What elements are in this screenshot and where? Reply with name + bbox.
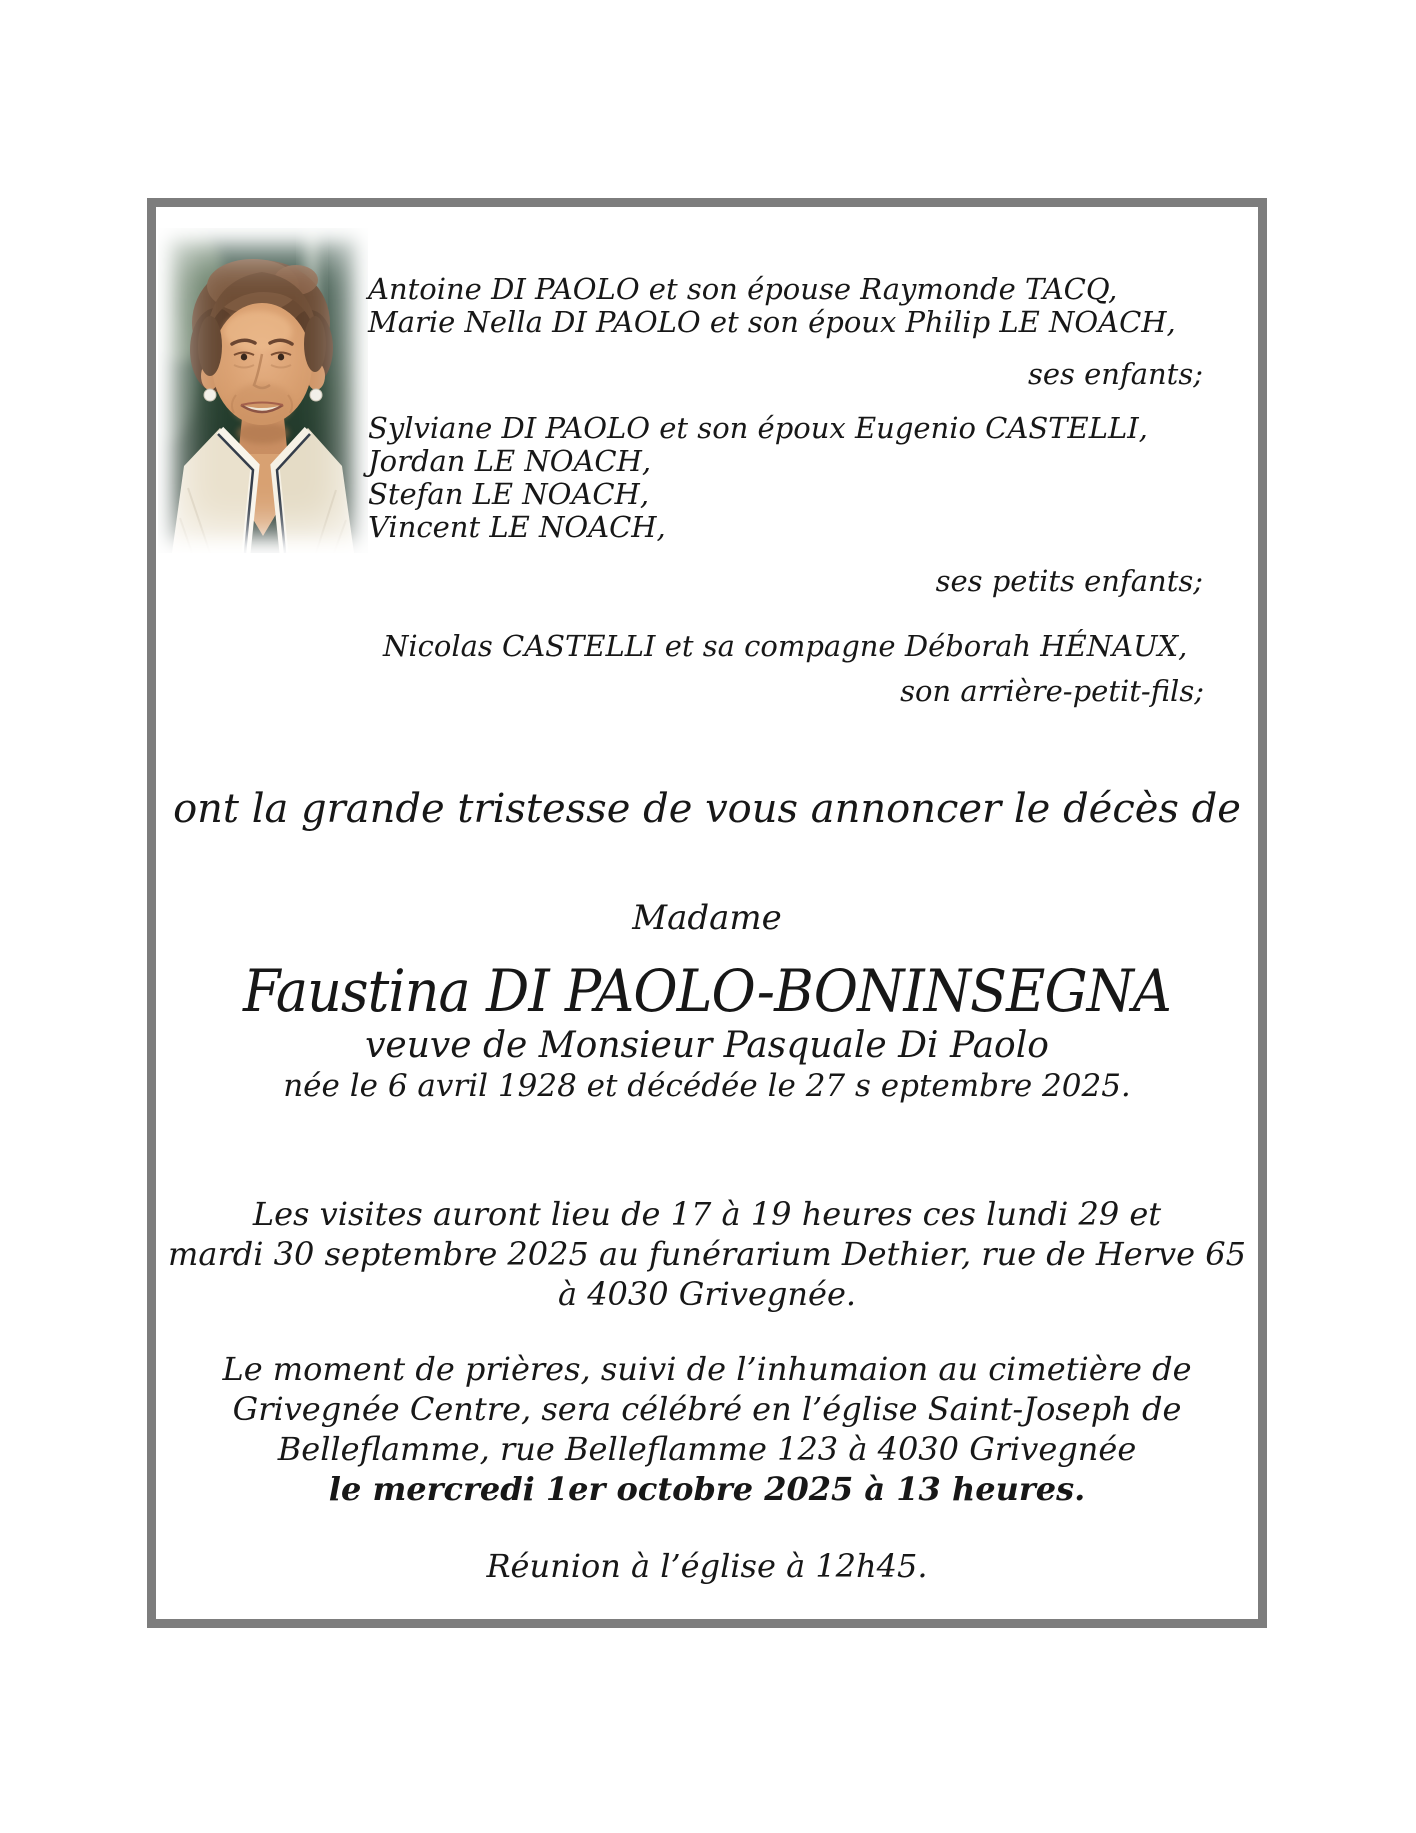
visits-line: mardi 30 septembre 2025 au funérarium Dethier, rue de Herve 65	[168, 1235, 1246, 1273]
visits-line: à 4030 Grivegnée.	[557, 1275, 857, 1313]
ceremony-paragraph	[156, 1349, 1258, 1509]
announcement-intro: ont la grande tristesse de vous annoncer le décès de	[173, 786, 1241, 832]
grandchildren-line: Stefan LE NOACH,	[368, 477, 650, 511]
great-grandchild-label: son arrière-petit-fils;	[900, 674, 1204, 708]
grandchildren-label: ses petits enfants;	[935, 564, 1203, 598]
grandchildren-line: Sylviane DI PAOLO et son époux Eugenio CASTELLI,	[368, 411, 1148, 445]
visits-paragraph	[156, 1194, 1258, 1314]
deceased-name: Faustina DI PAOLO-BONINSEGNA	[243, 957, 1171, 1025]
ceremony-line: Belleflamme, rue Belleflamme 123 à 4030 Grivegnée	[277, 1430, 1137, 1468]
ceremony-date-bold-line: le mercredi 1er octobre 2025 à 13 heures.	[328, 1470, 1086, 1508]
meeting-line: Réunion à l’église à 12h45.	[486, 1547, 928, 1585]
portrait-illustration	[158, 228, 368, 553]
great-grandchild-line: Nicolas CASTELLI et sa compagne Déborah HÉNAUX,	[383, 629, 1188, 663]
portrait-photo	[158, 228, 368, 553]
grandchildren-lines	[368, 412, 1148, 544]
children-line: Marie Nella DI PAOLO et son époux Philip LE NOACH,	[368, 305, 1176, 339]
children-line: Antoine DI PAOLO et son épouse Raymonde TACQ,	[368, 272, 1118, 306]
grandchildren-line: Jordan LE NOACH,	[368, 444, 652, 478]
deceased-widow-line: veuve de Monsieur Pasquale Di Paolo	[365, 1025, 1049, 1066]
deceased-dates-line: née le 6 avril 1928 et décédée le 27 s eptembre 2025.	[283, 1068, 1131, 1104]
children-lines	[368, 273, 1176, 339]
grandchildren-line: Vincent LE NOACH,	[368, 510, 666, 544]
children-label: ses enfants;	[1028, 357, 1203, 391]
visits-line: Les visites auront lieu de 17 à 19 heures ces lundi 29 et	[252, 1195, 1162, 1233]
deceased-title: Madame	[632, 898, 782, 938]
ceremony-line: Le moment de prières, suivi de l’inhumaion au cimetière de	[222, 1350, 1192, 1388]
ceremony-line: Grivegnée Centre, sera célébré en l’église Saint-Joseph de	[232, 1390, 1182, 1428]
